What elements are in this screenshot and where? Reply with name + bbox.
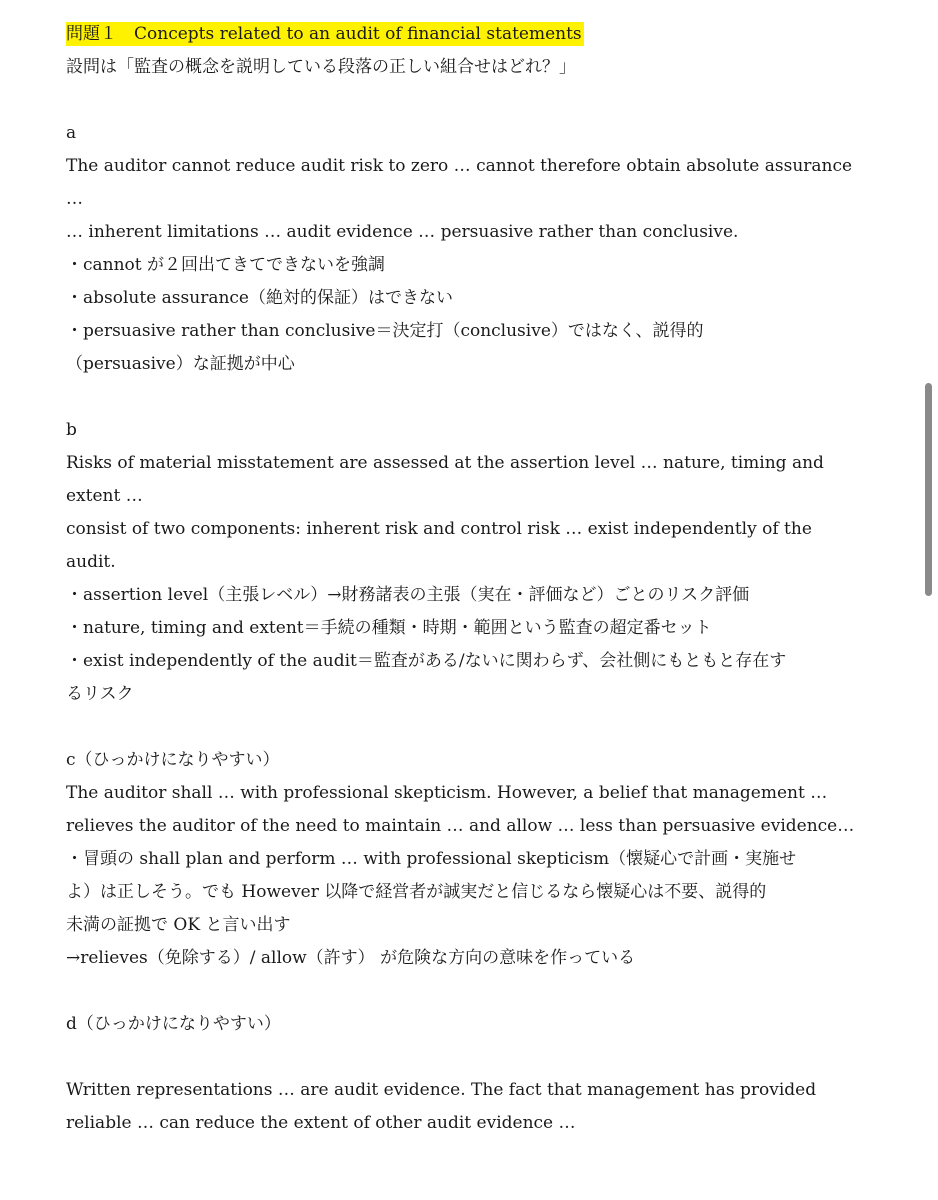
section-b-note: ・exist independently of the audit＝監査がある/ないに関わらず、会社側にもともと存在す — [66, 651, 787, 671]
spacer — [66, 1041, 856, 1074]
section-b-note: ・assertion level（主張レベル）→財務諸表の主張（実在・評価など）ごとのリスク評価 — [66, 585, 750, 605]
vertical-scrollbar-thumb[interactable] — [925, 383, 932, 596]
spacer — [66, 84, 856, 117]
section-a-note: ・absolute assurance（絶対的保証）はできない — [66, 288, 453, 308]
section-a-heading: a — [66, 123, 77, 143]
section-b-note: るリスク — [66, 684, 134, 704]
question-title: 問題１ Concepts related to an audit of financial statements — [66, 24, 582, 44]
document-body — [66, 18, 856, 1140]
section-b-heading: b — [66, 420, 77, 440]
section-c-note: 未満の証拠で OK と言い出す — [66, 915, 291, 935]
spacer — [66, 975, 856, 1008]
spacer — [66, 381, 856, 414]
section-b-line: consist of two components: inherent risk and control risk … exist independently of the — [66, 519, 812, 539]
section-b-note: ・nature, timing and extent＝手続の種類・時期・範囲という監査の超定番セット — [66, 618, 712, 638]
section-a-note: ・persuasive rather than conclusive＝決定打（conclusive）ではなく、説得的 — [66, 321, 704, 341]
section-c-note: →relieves（免除する）/ allow（許す） が危険な方向の意味を作っている — [66, 948, 636, 968]
section-a-note: ・cannot が２回出てきてできないを強調 — [66, 255, 386, 275]
section-c-line: relieves the auditor of the need to maintain … and allow … less than persuasive evidence… — [66, 816, 855, 836]
question-prompt: 設問は「監査の概念を説明している段落の正しい組合せはどれ？」 — [66, 57, 576, 77]
section-d-line: Written representations … are audit evidence. The fact that management has provided — [66, 1080, 817, 1100]
section-d-heading: d（ひっかけになりやすい） — [66, 1014, 281, 1034]
question-title-line — [66, 18, 856, 51]
section-c-heading: c（ひっかけになりやすい） — [66, 750, 280, 770]
section-c-line: The auditor shall … with professional skepticism. However, a belief that management … — [66, 783, 828, 803]
section-b-line: extent … — [66, 486, 143, 506]
spacer — [66, 711, 856, 744]
section-a-line: … — [66, 189, 83, 209]
section-c-note: ・冒頭の shall plan and perform … with professional skepticism（懐疑心で計画・実施せ — [66, 849, 797, 869]
section-a-line: … inherent limitations … audit evidence … persuasive rather than conclusive. — [66, 222, 739, 242]
section-d-line: reliable … can reduce the extent of other audit evidence … — [66, 1113, 576, 1133]
section-a-line: The auditor cannot reduce audit risk to zero … cannot therefore obtain absolute assurance — [66, 156, 853, 176]
section-a-note: （persuasive）な証拠が中心 — [66, 354, 295, 374]
section-b-line: Risks of material misstatement are assessed at the assertion level … nature, timing and — [66, 453, 824, 473]
section-c-note: よ）は正しそう。でも However 以降で経営者が誠実だと信じるなら懐疑心は不要、説得的 — [66, 882, 767, 902]
section-b-line: audit. — [66, 552, 116, 572]
